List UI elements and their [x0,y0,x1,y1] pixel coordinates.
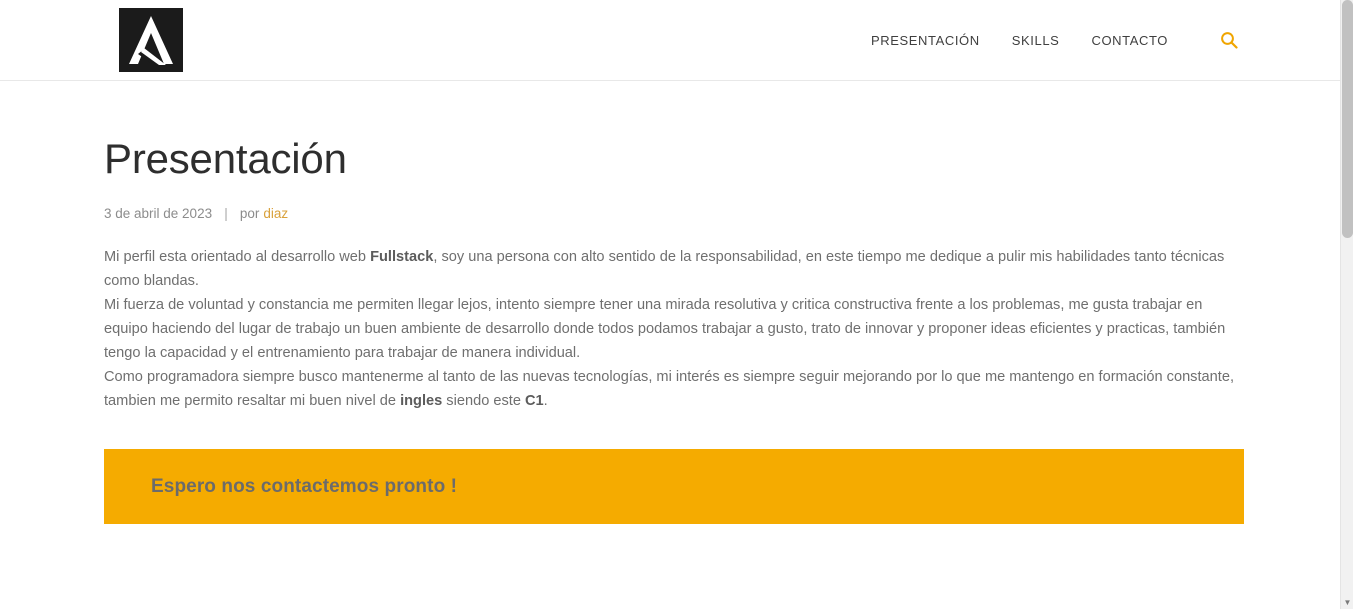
nav-contacto[interactable]: CONTACTO [1091,32,1168,48]
main-content [0,136,1353,524]
paragraph-3 [104,365,1244,413]
emphasis-text: ingles [400,393,443,410]
scroll-down-arrow[interactable]: ▼ [1343,597,1352,607]
article-container [104,136,1244,524]
logo-a-mark [119,8,183,72]
meta-separator: | [224,206,228,222]
post-body [104,245,1244,413]
page-scrollbar[interactable] [1340,0,1353,609]
emphasis-text: Fullstack [370,249,434,266]
main-navigation [855,29,1340,51]
body-text: . [543,393,548,410]
body-text: Mi perfil esta orientado al desarrollo web [104,249,371,266]
scrollbar-thumb[interactable] [1342,0,1353,238]
body-text: Como programadora siempre busco mantenerme al tanto de las nuevas tecnologías, mi interés es siempre seguir mejorando por lo que me mantengo en formación constante, tambien me permito resaltar mi buen nivel de [104,369,1234,410]
paragraph-1 [104,245,1244,293]
post-by-label: por [239,206,260,222]
site-header [0,0,1340,81]
post-date: 3 de abril de 2023 [104,206,213,222]
body-text: siendo este [442,393,526,410]
page-title: Presentación [104,135,347,182]
body-text: , soy una persona con alto sentido de la responsabilidad, en este tiempo me dedique a pulir mis habilidades tanto técnicas como blandas. [104,249,1225,290]
site-logo[interactable] [119,8,183,72]
nav-skills[interactable]: SKILLS [1011,32,1060,48]
search-icon[interactable] [1218,29,1240,51]
post-author-link[interactable]: diaz [263,206,289,222]
post-meta [104,206,1244,221]
body-text: Mi fuerza de voluntad y constancia me permiten llegar lejos, intento siempre tener una mirada resolutiva y critica constructiva frente a los problemas, me gusta trabajar en equipo haciendo del lugar de trabajo un buen ambiente de desarrollo donde todos podamos trabajar a gusto, trato de innovar y proponer ideas eficientes y practicas, también tengo la capacidad y el entrenamiento para trabajar de manera individual. [104,297,1226,362]
cta-banner [104,449,1244,524]
paragraph-2 [104,293,1244,365]
cta-text: Espero nos contactemos pronto ! [151,475,458,497]
nav-presentacion[interactable]: PRESENTACIÓN [870,32,980,48]
emphasis-text: C1 [525,393,544,410]
